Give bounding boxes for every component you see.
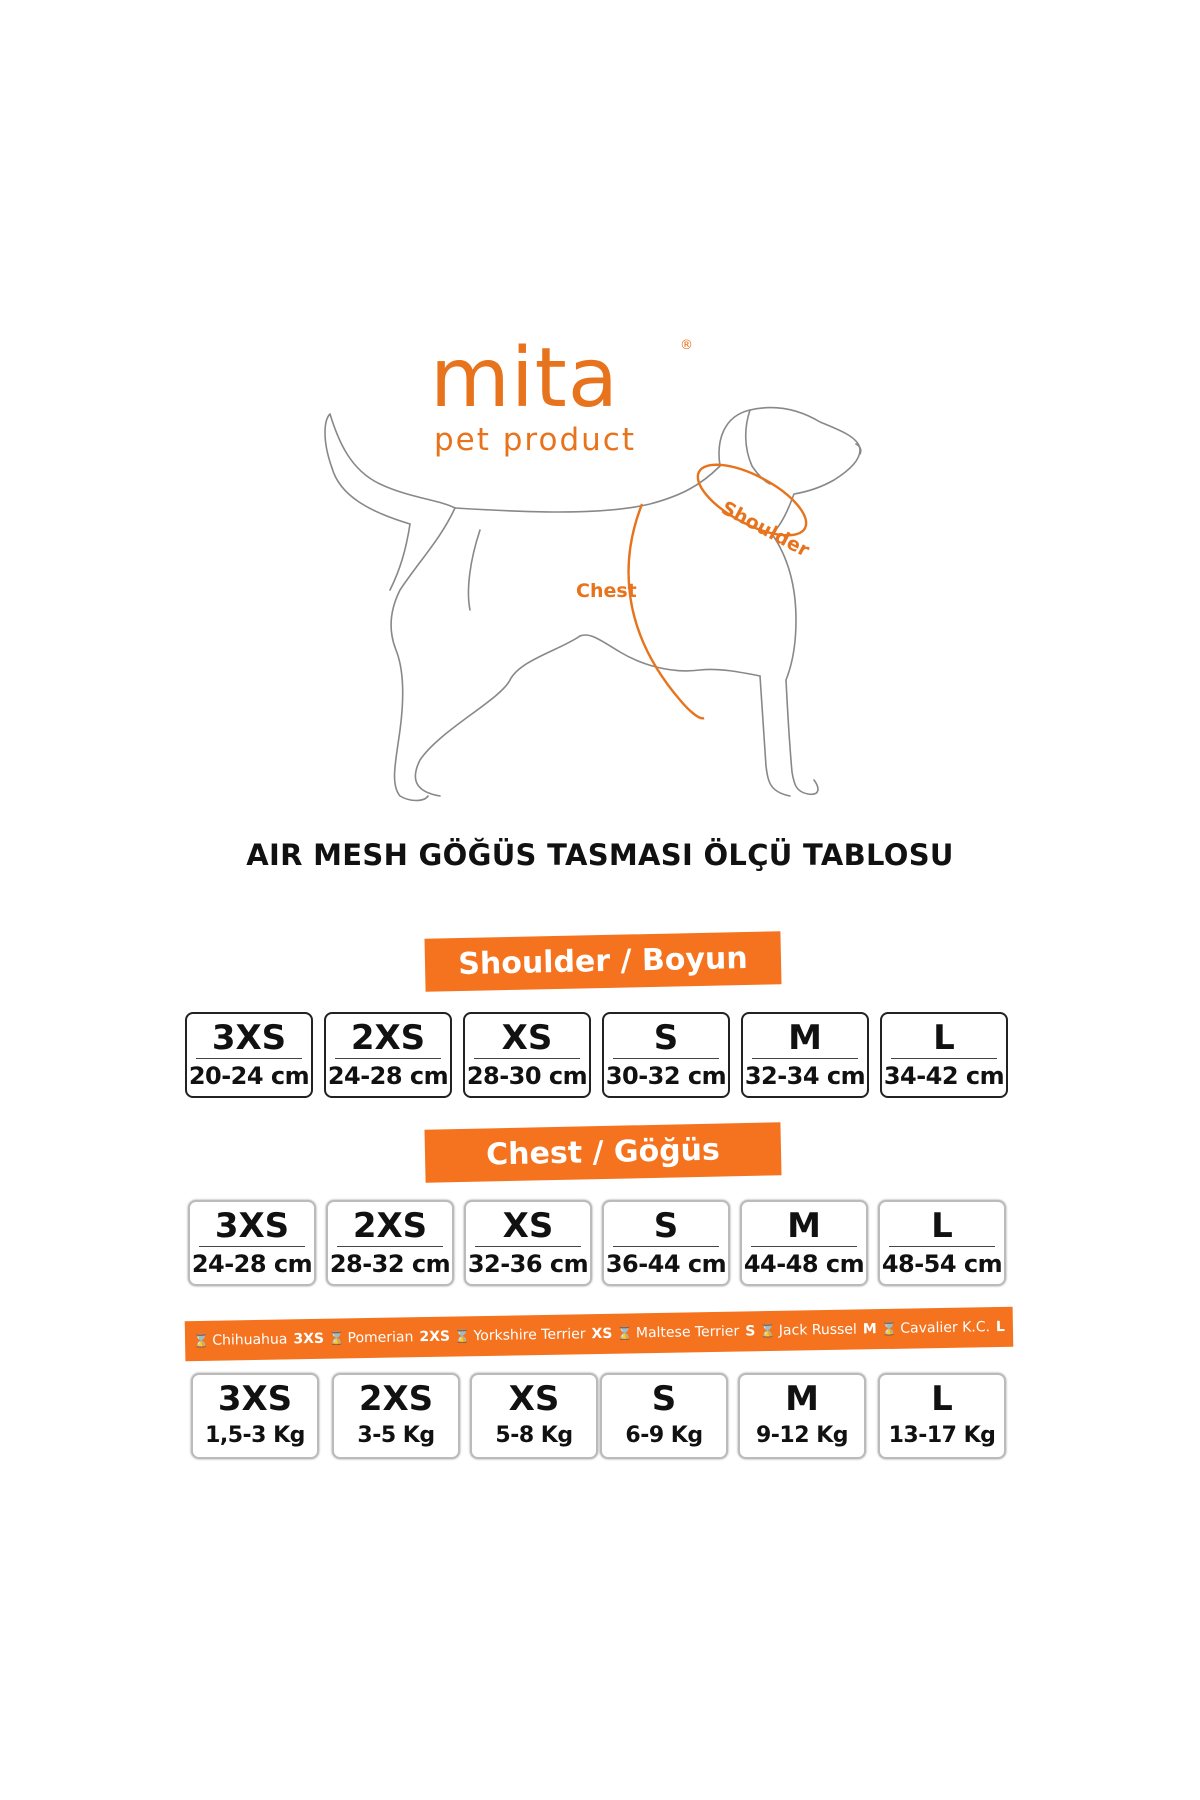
size-measurement: 30-32 cm bbox=[605, 1062, 727, 1090]
breeds-banner bbox=[185, 1307, 1014, 1361]
size-measurement: 44-48 cm bbox=[743, 1250, 865, 1278]
size-measurement: 24-28 cm bbox=[327, 1062, 449, 1090]
breed-name: Chihuahua bbox=[212, 1331, 288, 1349]
bone-icon: ⌛ bbox=[880, 1321, 898, 1337]
brand-tagline: pet product bbox=[434, 422, 636, 458]
size-label: S bbox=[653, 1206, 679, 1246]
size-label: 2XS bbox=[350, 1018, 426, 1058]
bone-icon: ⌛ bbox=[328, 1330, 345, 1347]
size-measurement: 34-42 cm bbox=[883, 1062, 1005, 1090]
bone-icon: ⌛ bbox=[454, 1328, 471, 1345]
registered-mark: ® bbox=[680, 338, 693, 353]
size-label: XS bbox=[508, 1379, 560, 1419]
size-box-2xs bbox=[324, 1012, 452, 1098]
breed-item bbox=[881, 1319, 1005, 1337]
size-label: 3XS bbox=[217, 1379, 293, 1419]
size-label: XS bbox=[502, 1206, 554, 1246]
breed-size: L bbox=[995, 1318, 1006, 1336]
size-box-s bbox=[600, 1373, 728, 1459]
breed-name: Cavalier K.C. bbox=[900, 1319, 991, 1337]
size-box-m bbox=[740, 1200, 868, 1286]
size-measurement: 28-32 cm bbox=[329, 1250, 451, 1278]
breed-item bbox=[617, 1323, 756, 1341]
chest-label: Chest bbox=[576, 580, 637, 602]
breed-item bbox=[454, 1326, 612, 1345]
size-box-xs bbox=[463, 1012, 591, 1098]
breed-size: 2XS bbox=[419, 1328, 451, 1346]
size-label: XS bbox=[501, 1018, 553, 1058]
dog-tail-outline bbox=[325, 414, 455, 508]
size-box-2xs bbox=[332, 1373, 460, 1459]
weight-size-row bbox=[185, 1373, 1015, 1461]
size-weight: 13-17 Kg bbox=[888, 1423, 996, 1448]
size-measurement: 24-28 cm bbox=[191, 1250, 313, 1278]
size-label: L bbox=[933, 1018, 955, 1058]
bone-icon: ⌛ bbox=[616, 1325, 634, 1342]
breed-size: S bbox=[745, 1323, 756, 1340]
breed-name: Pomerian bbox=[347, 1329, 414, 1347]
bone-icon: ⌛ bbox=[759, 1323, 776, 1339]
shoulder-size-row bbox=[185, 1012, 1015, 1100]
size-weight: 9-12 Kg bbox=[755, 1423, 848, 1448]
size-box-l bbox=[878, 1373, 1006, 1459]
size-measurement: 20-24 cm bbox=[188, 1062, 310, 1090]
size-box-l bbox=[878, 1200, 1006, 1286]
size-box-s bbox=[602, 1200, 730, 1286]
size-box-l bbox=[880, 1012, 1008, 1098]
size-measurement: 32-34 cm bbox=[744, 1062, 866, 1090]
size-box-xs bbox=[464, 1200, 592, 1286]
size-box-m bbox=[738, 1373, 866, 1459]
size-label: 3XS bbox=[214, 1206, 290, 1246]
size-label: M bbox=[788, 1018, 822, 1058]
size-box-3xs bbox=[188, 1200, 316, 1286]
size-label: 2XS bbox=[352, 1206, 428, 1246]
size-measurement: 48-54 cm bbox=[881, 1250, 1003, 1278]
dog-back-outline bbox=[455, 466, 720, 512]
size-label: M bbox=[787, 1206, 821, 1246]
size-label: L bbox=[931, 1379, 953, 1419]
breed-name: Maltese Terrier bbox=[635, 1323, 740, 1342]
breed-size: XS bbox=[591, 1325, 613, 1343]
size-label: M bbox=[785, 1379, 819, 1419]
size-box-xs bbox=[470, 1373, 598, 1459]
size-box-2xs bbox=[326, 1200, 454, 1286]
size-label: 2XS bbox=[358, 1379, 434, 1419]
breed-size: M bbox=[862, 1321, 877, 1338]
dog-measurement-illustration bbox=[320, 400, 880, 820]
size-label: S bbox=[651, 1379, 677, 1419]
size-weight: 1,5-3 Kg bbox=[205, 1423, 305, 1448]
size-label: 3XS bbox=[211, 1018, 287, 1058]
chest-banner: Chest / Göğüs bbox=[424, 1122, 781, 1182]
size-label: S bbox=[653, 1018, 679, 1058]
size-label: L bbox=[931, 1206, 953, 1246]
size-measurement: 32-36 cm bbox=[467, 1250, 589, 1278]
chest-size-row bbox=[185, 1200, 1015, 1288]
breed-item bbox=[328, 1329, 450, 1347]
page-title: AIR MESH GÖĞÜS TASMASI ÖLÇÜ TABLOSU bbox=[246, 838, 954, 872]
size-box-3xs bbox=[191, 1373, 319, 1459]
size-box-3xs bbox=[185, 1012, 313, 1098]
size-weight: 3-5 Kg bbox=[357, 1423, 435, 1448]
breed-name: Jack Russel bbox=[778, 1321, 858, 1339]
size-box-m bbox=[741, 1012, 869, 1098]
shoulder-label: Shoulder bbox=[717, 496, 813, 562]
shoulder-banner: Shoulder / Boyun bbox=[424, 931, 781, 991]
size-weight: 6-9 Kg bbox=[625, 1423, 703, 1448]
chest-measure-line bbox=[629, 504, 704, 718]
brand-name: mita bbox=[430, 331, 620, 426]
breed-size: 3XS bbox=[293, 1330, 325, 1348]
dog-belly-outline bbox=[580, 635, 760, 676]
bone-icon: ⌛ bbox=[192, 1333, 210, 1349]
size-box-s bbox=[602, 1012, 730, 1098]
breed-item bbox=[760, 1321, 877, 1339]
breed-name: Yorkshire Terrier bbox=[473, 1326, 586, 1345]
size-measurement: 36-44 cm bbox=[605, 1250, 727, 1278]
size-measurement: 28-30 cm bbox=[466, 1062, 588, 1090]
size-weight: 5-8 Kg bbox=[495, 1423, 573, 1448]
breed-item bbox=[193, 1331, 324, 1349]
